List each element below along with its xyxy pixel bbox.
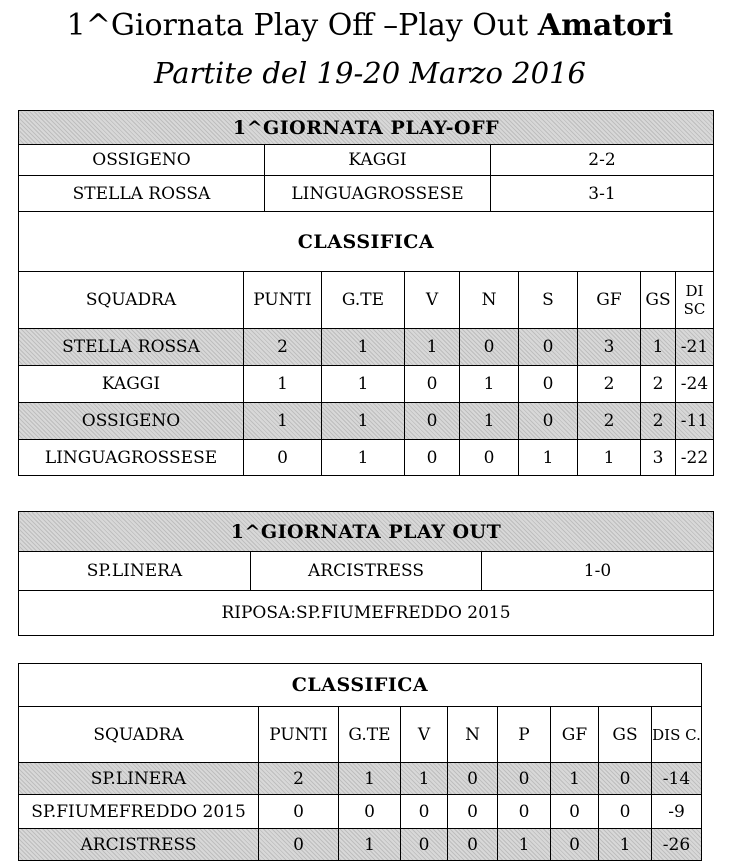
playout-results-table — [18, 511, 714, 636]
cell-v: 0 — [401, 795, 448, 829]
col-gs: GS — [641, 272, 676, 329]
match-score: 2-2 — [491, 145, 714, 176]
cell-punti: 0 — [244, 440, 322, 476]
cell-p: 1 — [498, 829, 551, 861]
cell-gs: 1 — [599, 829, 652, 861]
col-n: N — [448, 707, 498, 763]
rest-note: RIPOSA:SP.FIUMEFREDDO 2015 — [19, 591, 714, 636]
cell-n: 0 — [460, 440, 519, 476]
cell-n: 0 — [448, 763, 498, 795]
team-name: SP.LINERA — [19, 763, 259, 795]
col-punti: PUNTI — [244, 272, 322, 329]
cell-disc: -9 — [652, 795, 702, 829]
match-row — [19, 145, 714, 176]
playoff-standings-heading: CLASSIFICA — [19, 212, 714, 272]
match-row — [19, 176, 714, 212]
standings-header-row — [19, 707, 702, 763]
standings-header-row — [19, 272, 714, 329]
cell-n: 0 — [460, 329, 519, 366]
col-gte: G.TE — [339, 707, 401, 763]
cell-gf: 2 — [578, 403, 641, 440]
cell-p: 0 — [498, 763, 551, 795]
cell-punti: 2 — [244, 329, 322, 366]
playoff-standings-table — [18, 271, 714, 476]
away-team: ARCISTRESS — [251, 552, 482, 591]
table-row — [19, 440, 714, 476]
cell-n: 1 — [460, 403, 519, 440]
playout-standings-table — [18, 663, 702, 861]
cell-punti: 1 — [244, 366, 322, 403]
cell-v: 0 — [405, 403, 460, 440]
playoff-results-table — [18, 110, 714, 272]
cell-punti: 1 — [244, 403, 322, 440]
cell-s: 0 — [519, 329, 578, 366]
cell-v: 1 — [401, 763, 448, 795]
team-name: OSSIGENO — [19, 403, 244, 440]
cell-gs: 3 — [641, 440, 676, 476]
col-gs: GS — [599, 707, 652, 763]
col-squadra: SQUADRA — [19, 272, 244, 329]
team-name: KAGGI — [19, 366, 244, 403]
team-name: LINGUAGROSSESE — [19, 440, 244, 476]
cell-gte: 1 — [339, 763, 401, 795]
cell-gf: 0 — [551, 829, 599, 861]
cell-v: 1 — [405, 329, 460, 366]
col-punti: PUNTI — [259, 707, 339, 763]
team-name: SP.FIUMEFREDDO 2015 — [19, 795, 259, 829]
col-gf: GF — [578, 272, 641, 329]
title-prefix: 1^Giornata Play Off –Play Out — [66, 8, 538, 43]
cell-gs: 2 — [641, 403, 676, 440]
cell-gte: 1 — [322, 366, 405, 403]
match-score: 3-1 — [491, 176, 714, 212]
playout-standings-heading: CLASSIFICA — [19, 664, 702, 707]
cell-s: 0 — [519, 403, 578, 440]
cell-punti: 2 — [259, 763, 339, 795]
cell-gf: 2 — [578, 366, 641, 403]
table-row — [19, 795, 702, 829]
cell-disc: -24 — [676, 366, 714, 403]
title-bold: Amatori — [537, 8, 674, 43]
cell-gs: 1 — [641, 329, 676, 366]
col-v: V — [401, 707, 448, 763]
col-n: N — [460, 272, 519, 329]
cell-gs: 2 — [641, 366, 676, 403]
table-row — [19, 763, 702, 795]
cell-disc: -26 — [652, 829, 702, 861]
cell-n: 0 — [448, 795, 498, 829]
cell-gte: 0 — [339, 795, 401, 829]
col-squadra: SQUADRA — [19, 707, 259, 763]
col-p: P — [498, 707, 551, 763]
col-v: V — [405, 272, 460, 329]
home-team: OSSIGENO — [19, 145, 265, 176]
cell-disc: -14 — [652, 763, 702, 795]
col-gte: G.TE — [322, 272, 405, 329]
home-team: STELLA ROSSA — [19, 176, 265, 212]
col-s: S — [519, 272, 578, 329]
page-subtitle: Partite del 19-20 Marzo 2016 — [154, 56, 586, 90]
page-title — [0, 8, 740, 44]
table-row — [19, 403, 714, 440]
cell-gte: 1 — [322, 403, 405, 440]
playout-heading: 1^GIORNATA PLAY OUT — [19, 512, 714, 552]
cell-disc: -11 — [676, 403, 714, 440]
cell-v: 0 — [405, 440, 460, 476]
cell-punti: 0 — [259, 795, 339, 829]
cell-v: 0 — [401, 829, 448, 861]
cell-gte: 1 — [339, 829, 401, 861]
cell-gs: 0 — [599, 795, 652, 829]
cell-v: 0 — [405, 366, 460, 403]
col-disc: DIS C. — [652, 707, 702, 763]
match-score: 1-0 — [482, 552, 714, 591]
match-row — [19, 552, 714, 591]
cell-disc: -22 — [676, 440, 714, 476]
cell-gte: 1 — [322, 329, 405, 366]
table-row — [19, 329, 714, 366]
cell-punti: 0 — [259, 829, 339, 861]
col-disc: DI SC — [676, 272, 714, 329]
table-row — [19, 366, 714, 403]
cell-gf: 1 — [578, 440, 641, 476]
col-gf: GF — [551, 707, 599, 763]
cell-n: 1 — [460, 366, 519, 403]
cell-n: 0 — [448, 829, 498, 861]
cell-gte: 1 — [322, 440, 405, 476]
away-team: KAGGI — [265, 145, 491, 176]
cell-s: 0 — [519, 366, 578, 403]
team-name: ARCISTRESS — [19, 829, 259, 861]
team-name: STELLA ROSSA — [19, 329, 244, 366]
table-row — [19, 829, 702, 861]
cell-disc: -21 — [676, 329, 714, 366]
cell-gf: 0 — [551, 795, 599, 829]
cell-s: 1 — [519, 440, 578, 476]
away-team: LINGUAGROSSESE — [265, 176, 491, 212]
playoff-heading: 1^GIORNATA PLAY-OFF — [19, 111, 714, 145]
cell-gf: 3 — [578, 329, 641, 366]
cell-p: 0 — [498, 795, 551, 829]
cell-gs: 0 — [599, 763, 652, 795]
cell-gf: 1 — [551, 763, 599, 795]
home-team: SP.LINERA — [19, 552, 251, 591]
